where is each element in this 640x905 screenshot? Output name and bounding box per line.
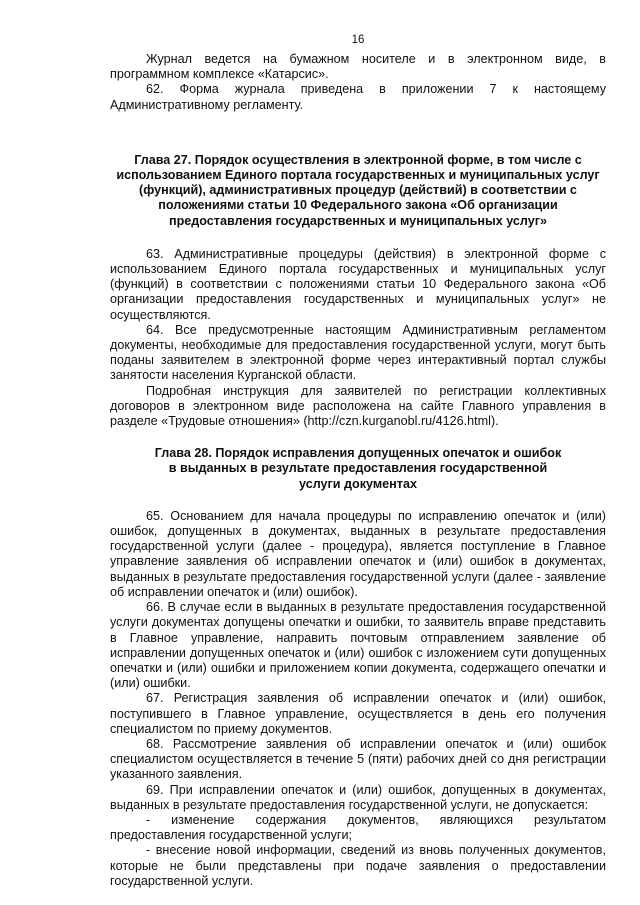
chapter-28-heading: Глава 28. Порядок исправления допущенных опечаток и ошибок в выданных в результате предоставления государственной услуги документах <box>154 446 562 491</box>
paragraph-65: 65. Основанием для начала процедуры по исправлению опечаток и (или) ошибок, допущенных в документах, выданных в результате предоставления государственной услуги (далее - процедура), является поступление в Главное управление заявления об исправлении опечаток и (или) ошибок в документах, выданных в результате предоставления государственной услуги (далее - заявление об исправлении опечаток и (или) ошибок). <box>110 508 606 599</box>
chapter-27-heading: Глава 27. Порядок осуществления в электронной форме, в том числе с использованием Единого портала государственных и муниципальных услуг (функций), административных процедур (действий) в соответствии с положениями статьи 10 Федерального закона «Об организации предоставления государственных и муниципальных услуг» <box>116 152 600 228</box>
paragraph-instruction: Подробная инструкция для заявителей по регистрации коллективных договоров в электронном виде расположена на сайте Главного управления в разделе «Трудовые отношения» (http://czn.kurganobl.ru/4126.html). <box>110 383 606 429</box>
paragraph-journal: Журнал ведется на бумажном носителе и в электронном виде, в программном комплексе «Катарсис». <box>110 52 606 82</box>
paragraph-64: 64. Все предусмотренные настоящим Административным регламентом документы, необходимые для предоставления государственной услуги, могут быть поданы заявителем в электронной форме через интерактивный портал службы занятости населения Курганской области. <box>110 322 606 383</box>
paragraph-62: 62. Форма журнала приведена в приложении 7 к настоящему Административному регламенту. <box>110 82 606 112</box>
paragraph-63: 63. Административные процедуры (действия) в электронной форме с использованием Единого портала государственных и муниципальных услуг (функций) в соответствии с положениями статьи 10 Федерального закона «Об организации предоставления государственных и муниципальных услуг» не осуществляются. <box>110 246 606 322</box>
bullet-item: - внесение новой информации, сведений из вновь полученных документов, которые не были представлены при подаче заявления о предоставлении государственной услуги. <box>110 843 606 888</box>
paragraph-68: 68. Рассмотрение заявления об исправлении опечаток и (или) ошибок специалистом осуществляется в течение 5 (пяти) рабочих дней со дня регистрации указанного заявления. <box>110 736 606 782</box>
paragraph-67: 67. Регистрация заявления об исправлении опечаток и (или) ошибок, поступившего в Главное управление, осуществляется в день его получения специалистом по приему документов. <box>110 691 606 736</box>
bullet-item: - изменение содержания документов, являющихся результатом предоставления государственной услуги; <box>110 812 606 843</box>
paragraph-69: 69. При исправлении опечаток и (или) ошибок, допущенных в документах, выданных в результате предоставления государственной услуги, не допускается: <box>110 782 606 812</box>
page-number: 16 <box>351 34 365 46</box>
paragraph-66: 66. В случае если в выданных в результате предоставления государственной услуги документах допущены опечатки и ошибки, то заявитель вправе представить в Главное управление, направить почтовым отправлением заявление об исправлении допущенных опечаток и (или) ошибок с изложением сути допущенных опечатки и (или) ошибки и приложением копии документа, содержащего опечатки и (или) ошибки. <box>110 600 606 691</box>
